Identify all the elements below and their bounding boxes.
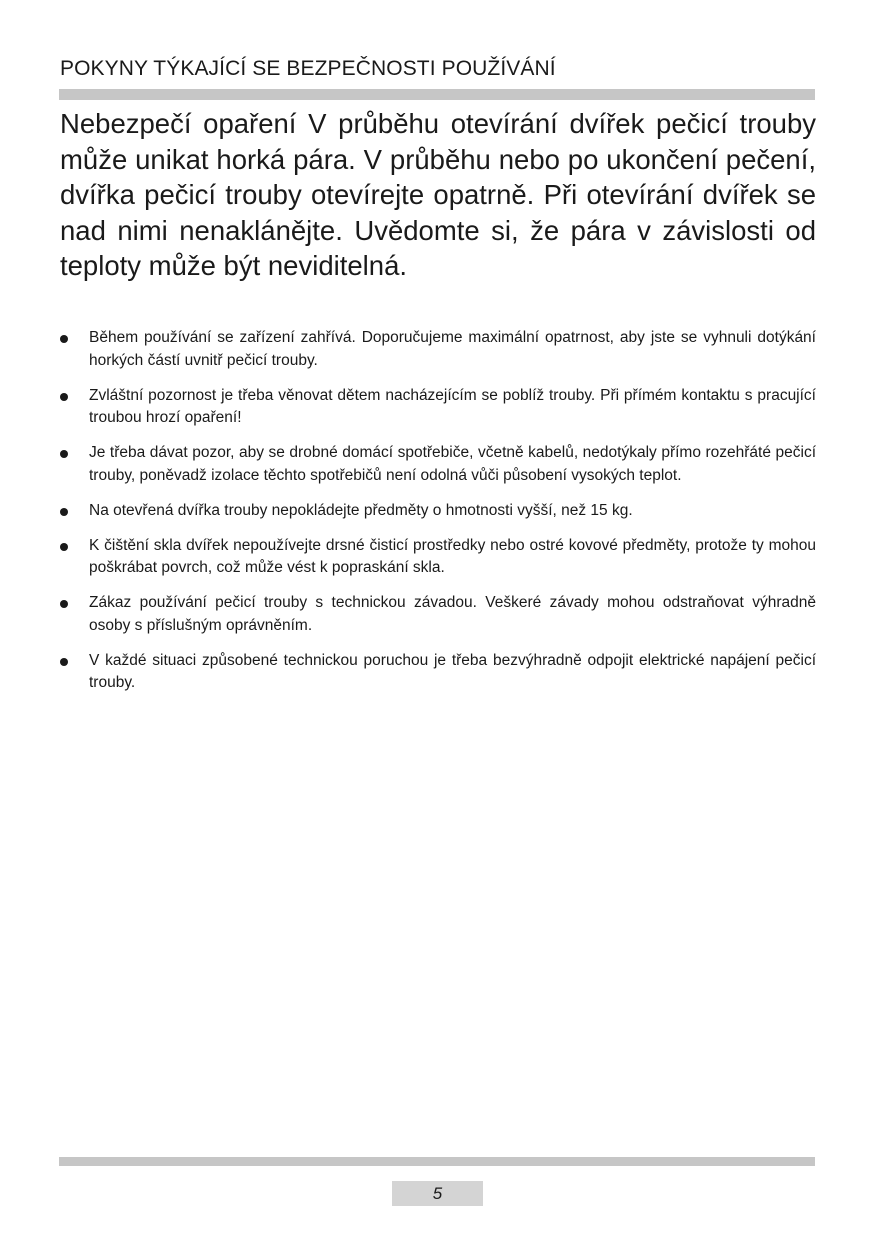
list-item — [60, 385, 816, 430]
list-item — [60, 535, 816, 580]
list-item-text: Zvláštní pozornost je třeba věnovat dětem nacházejícím se poblíž trouby. Při přímém kontaktu s pracující troubou hrozí opaření! — [89, 386, 816, 426]
scald-warning-text: Nebezpečí opaření V průběhu otevírání dvířek pečicí trouby může unikat horká pára. V průběhu nebo po ukončení pečení, dvířka pečicí trouby otevírejte opatrně. Při otevírání dvířek se nad nimi nenaklánějte. Uvědomte si, že pára v závislosti od teploty může být neviditelná. — [60, 108, 816, 281]
bullet-icon — [60, 335, 68, 343]
list-item-text: Během používání se zařízení zahřívá. Doporučujeme maximální opatrnost, aby jste se vyhnuli dotýkání horkých částí uvnitř pečicí trouby. — [89, 329, 816, 369]
bullet-icon — [60, 450, 68, 458]
footer-divider — [59, 1157, 815, 1166]
list-item-text: Zákaz používání pečicí trouby s technickou závadou. Veškeré závady mohou odstraňovat výhradně osoby s příslušným oprávněním. — [89, 594, 816, 634]
list-item-text: V každé situaci způsobené technickou poruchou je třeba bezvýhradně odpojit elektrické napájení pečicí trouby. — [89, 651, 816, 691]
list-item-text: K čištění skla dvířek nepoužívejte drsné čisticí prostředky nebo ostré kovové předměty, protože ty mohou poškrábat povrch, což může vést k popraskání skla. — [89, 536, 816, 576]
page-title: POKYNY TÝKAJÍCÍ SE BEZPEČNOSTI POUŽÍVÁNÍ — [60, 57, 556, 80]
safety-bullet-list — [60, 327, 816, 707]
bullet-icon — [60, 543, 68, 551]
list-item — [60, 500, 816, 523]
list-item-text: Na otevřená dvířka trouby nepokládejte předměty o hmotnosti vyšší, než 15 kg. — [89, 501, 633, 519]
list-item — [60, 327, 816, 372]
bullet-icon — [60, 393, 68, 401]
list-item-text: Je třeba dávat pozor, aby se drobné domácí spotřebiče, včetně kabelů, nedotýkaly přímo rozehřáté pečicí trouby, poněvadž izolace těchto spotřebičů není odolná vůči působení vysokých teplot. — [89, 444, 816, 484]
page-number: 5 — [392, 1181, 483, 1206]
bullet-icon — [60, 658, 68, 666]
list-item — [60, 592, 816, 637]
list-item — [60, 442, 816, 487]
header-divider — [59, 89, 815, 100]
bullet-icon — [60, 600, 68, 608]
bullet-icon — [60, 508, 68, 516]
list-item — [60, 650, 816, 695]
